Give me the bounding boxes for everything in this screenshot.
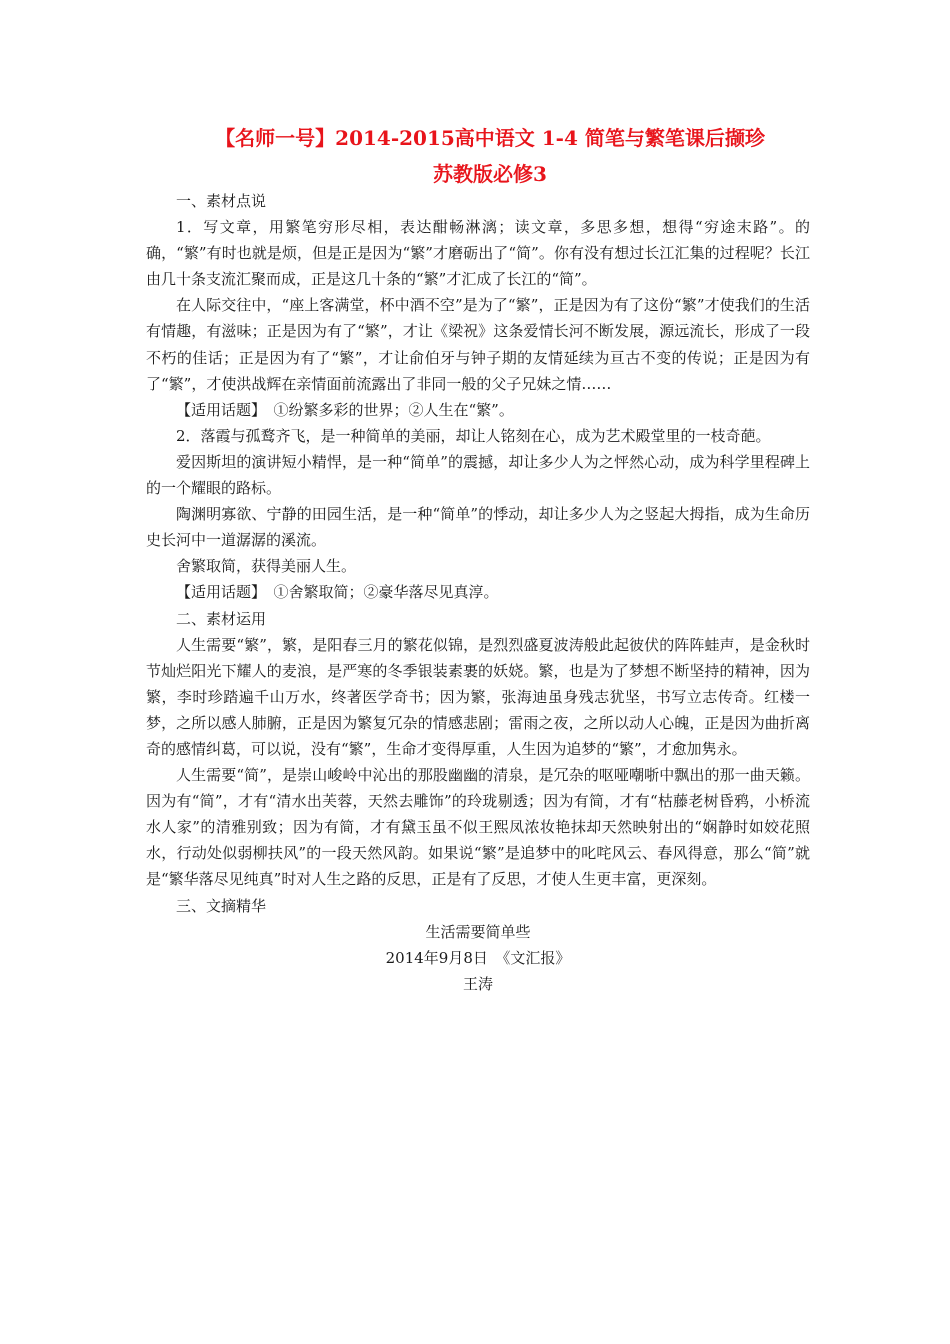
doc-title-line2: 苏教版必修3 bbox=[433, 162, 547, 186]
doc-title-line1: 【名师一号】2014-2015高中语文 1-4 简笔与繁笔课后撷珍 bbox=[215, 126, 765, 150]
paragraph-4: 爱因斯坦的演讲短小精悍，是一种“简单”的震撼，却让多少人为之怦然心动，成为科学里程碑上的一个耀眼的路标。 bbox=[146, 452, 810, 498]
topic-note-2: 【适用话题】 ①舍繁取简；②豪华落尽见真淳。 bbox=[176, 583, 499, 602]
paragraph-7: 人生需要“繁”，繁，是阳春三月的繁花似锦，是烈烈盛夏波涛般此起彼伏的阵阵蛙声，是金秋时节灿烂阳光下耀人的麦浪，是严寒的冬季银装素裹的妖娆。繁，也是为了梦想不断坚持的精神，因为繁，李时珍踏遍千山万水，终著医学奇书；因为繁，张海迪虽身残志犹坚，书写立志传奇。红楼一梦，之所以感人肺腑，正是因为繁复冗杂的情感悲剧；雷雨之夜，之所以动人心魄，正是因为曲折离奇的感情纠葛，可以说，没有“繁”，生命才变得厚重，人生因为追梦的“繁”，才愈加隽永。 bbox=[146, 635, 810, 758]
topic-note-1: 【适用话题】 ①纷繁多彩的世界；②人生在“繁”。 bbox=[176, 400, 514, 419]
section-heading-1: 一、素材点说 bbox=[176, 192, 267, 210]
paragraph-8: 人生需要“简”，是崇山峻岭中沁出的那股幽幽的清泉，是冗杂的呕哑嘲哳中飘出的那一曲天籁。因为有“简”，才有“清水出芙蓉，天然去雕饰”的玲珑剔透；因为有简，才有“枯藤老树昏鸦，小桥流水人家”的清雅别致；因为有简，才有黛玉虽不似王熙凤浓妆艳抹却天然映射出的“娴静时如姣花照水，行动处似弱柳扶风”的一段天然风韵。如果说“繁”是追梦中的叱咤风云、春风得意，那么“简”就是“繁华落尽见纯真”时对人生之路的反思，正是有了反思，才使人生更丰富，更深刻。 bbox=[146, 766, 810, 889]
paragraph-5: 陶渊明寡欲、宁静的田园生活，是一种“简单”的悸动，却让多少人为之竖起大拇指，成为生命历史长河中一道潺潺的溪流。 bbox=[146, 505, 810, 550]
doc-body bbox=[146, 188, 810, 997]
excerpt-source: 2014年9月8日 《文汇报》 bbox=[385, 948, 571, 967]
section-heading-3: 三、文摘精华 bbox=[176, 896, 267, 915]
paragraph-1: 1．写文章，用繁笔穷形尽相，表达酣畅淋漓；读文章，多思多想，想得“穷途末路”。的确，“繁”有时也就是烦，但是正是因为“繁”才磨砺出了“简”。你有没有想过长江汇集的过程呢？长江由几十条支流汇聚而成，正是这几十条的“繁”才汇成了长江的“简”。 bbox=[146, 218, 810, 289]
paragraph-3: 2．落霞与孤鹜齐飞，是一种简单的美丽，却让人铭刻在心，成为艺术殿堂里的一枝奇葩。 bbox=[176, 426, 771, 445]
paragraph-2: 在人际交往中，“座上客满堂，杯中酒不空”是为了“繁”，正是因为有了这份“繁”才使我们的生活有情趣，有滋味；正是因为有了“繁”，才让《梁祝》这条爱情长河不断发展，源远流长，形成了一段不朽的佳话；正是因为有了“繁”，才让俞伯牙与钟子期的友情延续为亘古不变的传说；正是因为有了“繁”，才使洪战辉在亲情面前流露出了非同一般的父子兄妹之情…… bbox=[146, 296, 810, 393]
paragraph-6: 舍繁取简，获得美丽人生。 bbox=[176, 557, 357, 576]
section-heading-2: 二、素材运用 bbox=[176, 609, 267, 628]
excerpt-title: 生活需要简单些 bbox=[425, 922, 531, 941]
excerpt-author: 王涛 bbox=[462, 974, 493, 993]
